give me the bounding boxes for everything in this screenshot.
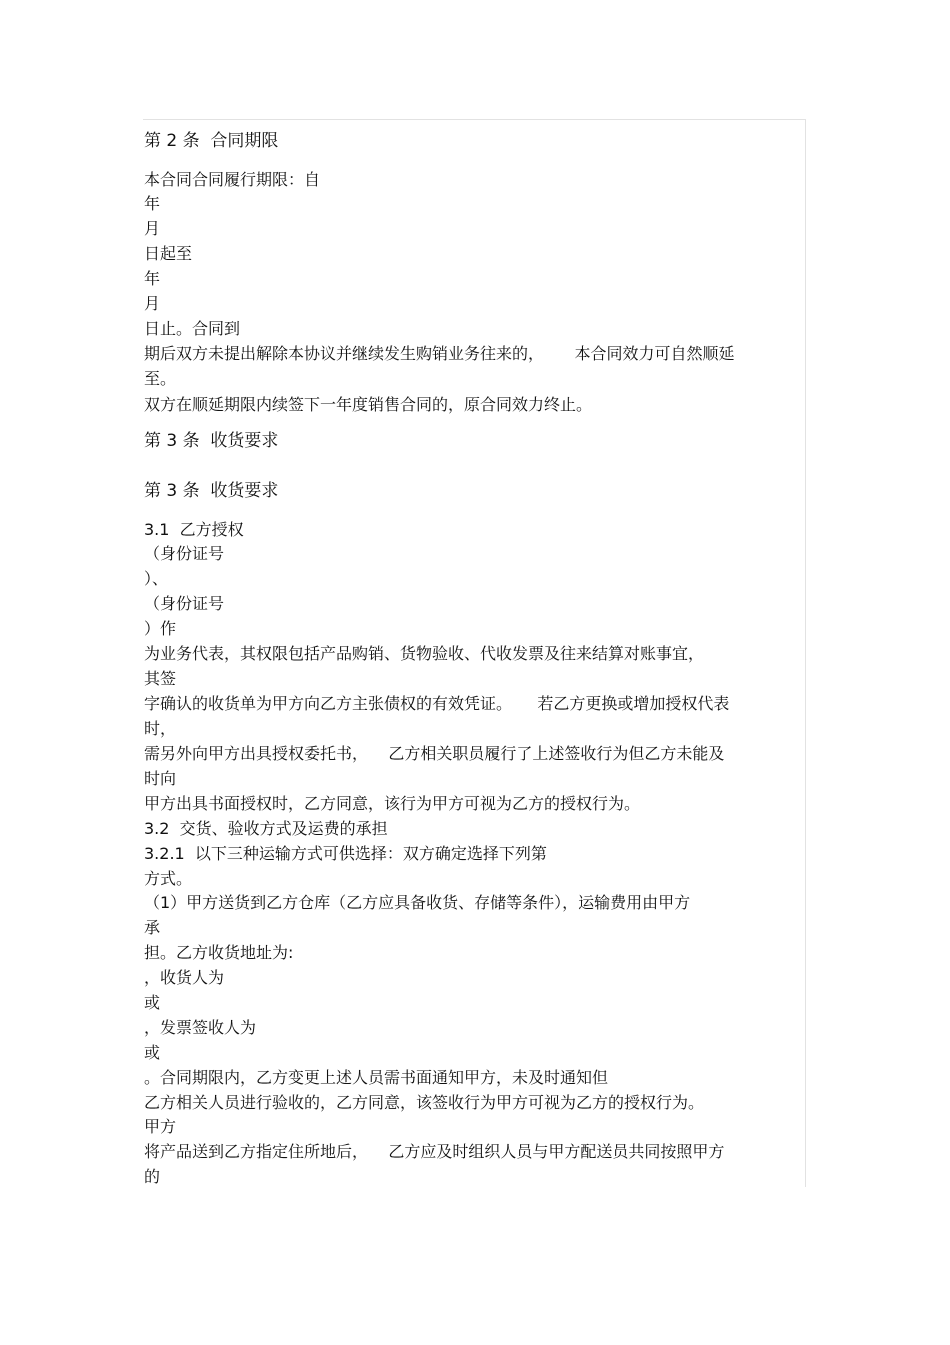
- text-line: 担。乙方收货地址为:: [144, 943, 294, 962]
- text-line: 字确认的收货单为甲方向乙方主张债权的有效凭证。 若乙方更换或增加授权代表: [144, 694, 730, 713]
- text-line: 需另外向甲方出具授权委托书， 乙方相关职员履行了上述签收行为但乙方未能及: [144, 744, 725, 763]
- text-line: （身份证号: [144, 544, 225, 563]
- text-line: 年: [144, 194, 161, 213]
- text-line: 日止。合同到: [144, 319, 241, 338]
- section-3-2-1-title: 3.2.1 以下三种运输方式可供选择：双方确定选择下列第: [144, 844, 547, 863]
- article-2-heading: 第 2 条 合同期限: [144, 131, 279, 151]
- text-line: 甲方出具书面授权时，乙方同意，该行为甲方可视为乙方的授权行为。: [144, 794, 641, 813]
- text-line: ）、: [144, 569, 169, 588]
- text-line: 期后双方未提出解除本协议并继续发生购销业务往来的， 本合同效力可自然顺延: [144, 344, 735, 363]
- text-line: （1）甲方送货到乙方仓库（乙方应具备收货、存储等条件），运输费用由甲方: [144, 893, 691, 912]
- text-line: 日起至: [144, 244, 193, 263]
- text-line: 方式。: [144, 869, 193, 888]
- text-line: 时，: [144, 719, 177, 738]
- text-line: ）作: [144, 619, 177, 638]
- text-line: 年: [144, 269, 161, 288]
- text-line: 月: [144, 219, 161, 238]
- text-line: 的: [144, 1167, 161, 1186]
- text-line: 将产品送到乙方指定住所地后， 乙方应及时组织人员与甲方配送员共同按照甲方: [144, 1142, 725, 1161]
- text-line: ，收货人为: [144, 968, 225, 987]
- text-line: 承: [144, 918, 161, 937]
- text-line: 时向: [144, 769, 177, 788]
- article-3-heading: 第 3 条 收货要求: [144, 431, 279, 451]
- text-line: 或: [144, 1043, 161, 1062]
- article-3-heading-repeat: 第 3 条 收货要求: [144, 481, 279, 501]
- text-line: 至。: [144, 369, 177, 388]
- section-3-2-title: 3.2 交货、验收方式及运费的承担: [144, 819, 388, 838]
- section-3-1-title: 3.1 乙方授权: [144, 520, 244, 539]
- text-line: 。合同期限内，乙方变更上述人员需书面通知甲方，未及时通知但: [144, 1068, 609, 1087]
- text-line: 甲方: [144, 1117, 177, 1136]
- text-line: 双方在顺延期限内续签下一年度销售合同的，原合同效力终止。: [144, 395, 593, 414]
- text-line: 或: [144, 993, 161, 1012]
- text-line: 为业务代表，其权限包括产品购销、货物验收、代收发票及往来结算对账事宜，: [144, 644, 705, 663]
- text-line: 乙方相关人员进行验收的，乙方同意，该签收行为甲方可视为乙方的授权行为。: [144, 1093, 705, 1112]
- text-line: ，发票签收人为: [144, 1018, 257, 1037]
- text-line: 本合同合同履行期限：自: [144, 170, 321, 189]
- text-line: （身份证号: [144, 594, 225, 613]
- text-line: 其签: [144, 669, 177, 688]
- text-line: 月: [144, 294, 161, 313]
